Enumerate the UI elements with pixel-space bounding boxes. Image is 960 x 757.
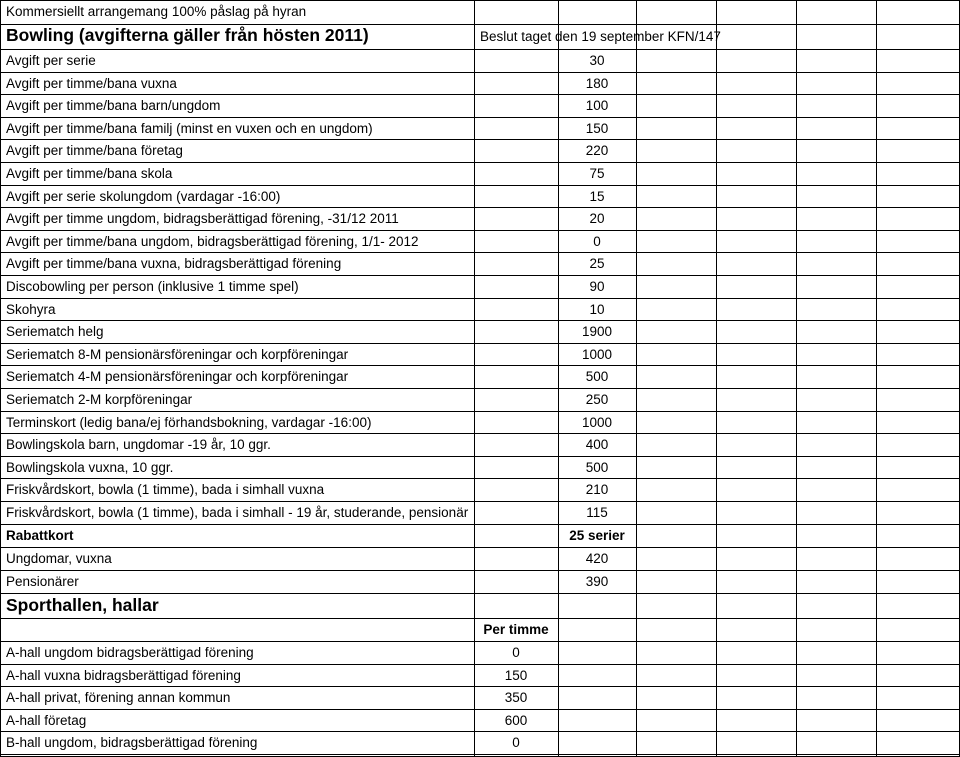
bowling-row-label: Friskvårdskort, bowla (1 timme), bada i simhall vuxna — [6, 482, 325, 498]
grid-hline — [0, 388, 960, 389]
grid-vline — [636, 0, 637, 757]
grid-hline — [0, 570, 960, 571]
bowling-row-label: Seriematch 8-M pensionärsföreningar och korpföreningar — [6, 346, 349, 362]
bowling-row-value: 10 — [589, 301, 605, 317]
rabatt-row-value: 420 — [585, 551, 609, 566]
rabattkort-column-header: 25 serier — [569, 528, 625, 543]
bowling-row-value: 250 — [585, 392, 609, 407]
grid-hline — [0, 411, 960, 412]
bowling-row-label: Bowlingskola vuxna, 10 ggr. — [6, 459, 174, 475]
bowling-row-value: 1000 — [581, 346, 613, 362]
grid-hline — [0, 478, 960, 479]
grid-vline — [558, 0, 559, 757]
bowling-row-label: Avgift per timme/bana barn/ungdom — [6, 98, 221, 114]
bowling-row-value: 500 — [585, 459, 609, 475]
sporthallen-row-value: 0 — [512, 735, 520, 751]
bowling-row-label: Avgift per timme/bana familj (minst en vuxen och en ungdom) — [6, 120, 373, 136]
bowling-row-label: Avgift per timme ungdom, bidragsberättigad förening, -31/12 2011 — [6, 211, 399, 227]
grid-hline — [0, 24, 960, 25]
grid-hline — [0, 365, 960, 366]
grid-hline — [0, 117, 960, 118]
bowling-row-label: Discobowling per person (inklusive 1 timme spel) — [6, 279, 299, 294]
bowling-row-value: 100 — [585, 98, 609, 114]
bowling-row-label: Avgift per timme/bana vuxna — [6, 75, 177, 91]
bowling-row-label: Seriematch helg — [6, 324, 104, 340]
grid-hline — [0, 456, 960, 457]
grid-hline — [0, 664, 960, 665]
grid-hline — [0, 709, 960, 710]
grid-hline — [0, 686, 960, 687]
rabatt-row-label: Pensionärer — [6, 573, 79, 589]
bowling-row-label: Avgift per serie skolungdom (vardagar -16:00) — [6, 188, 281, 204]
sporthallen-row-label: A-hall företag — [6, 712, 87, 728]
bowling-row-value: 30 — [589, 53, 605, 68]
bowling-row-label: Terminskort (ledig bana/ej förhandsbokning, vardagar -16:00) — [6, 414, 372, 430]
bowling-row-value: 1900 — [581, 324, 613, 340]
sporthallen-row-label: A-hall ungdom bidragsberättigad förening — [6, 645, 254, 660]
grid-hline — [0, 641, 960, 642]
bowling-row-label: Skohyra — [6, 301, 56, 317]
bowling-row-value: 150 — [585, 120, 609, 136]
grid-hline — [0, 754, 960, 755]
grid-hline — [0, 185, 960, 186]
grid-hline — [0, 162, 960, 163]
grid-hline — [0, 433, 960, 434]
grid-hline — [0, 230, 960, 231]
sporthallen-section-title: Sporthallen, hallar — [6, 595, 159, 615]
grid-hline — [0, 252, 960, 253]
sporthallen-row-value: 600 — [504, 712, 528, 728]
sporthallen-row-value: 150 — [504, 667, 528, 683]
sporthallen-row-label: A-hall vuxna bidragsberättigad förening — [6, 667, 241, 683]
sporthallen-row-label: B-hall ungdom, bidragsberättigad förening — [6, 735, 258, 751]
bowling-row-value: 1000 — [581, 414, 613, 430]
bowling-row-label: Seriematch 4-M pensionärsföreningar och korpföreningar — [6, 369, 349, 385]
per-timme-column-header: Per timme — [483, 622, 549, 637]
bowling-row-value: 25 — [589, 256, 605, 272]
rabattkort-heading: Rabattkort — [6, 528, 74, 543]
bowling-row-value: 400 — [585, 437, 609, 453]
bowling-row-value: 180 — [585, 75, 609, 91]
grid-hline — [0, 343, 960, 344]
bowling-row-value: 75 — [589, 166, 605, 181]
grid-hline — [0, 49, 960, 50]
decision-note: Beslut taget den 19 september KFN/147 — [480, 29, 721, 44]
grid-hline — [0, 547, 960, 548]
bowling-row-value: 210 — [585, 482, 609, 498]
rabatt-row-value: 390 — [585, 573, 609, 589]
grid-hline — [0, 298, 960, 299]
bowling-row-label: Friskvårdskort, bowla (1 timme), bada i simhall - 19 år, studerande, pensionär — [6, 505, 469, 520]
sporthallen-row-value: 350 — [504, 690, 528, 706]
bowling-row-value: 500 — [585, 369, 609, 385]
bowling-row-label: Bowlingskola barn, ungdomar -19 år, 10 ggr. — [6, 437, 271, 453]
grid-vline — [474, 0, 475, 757]
grid-hline — [0, 320, 960, 321]
bowling-row-value: 15 — [589, 188, 605, 204]
rabatt-row-label: Ungdomar, vuxna — [6, 551, 112, 566]
grid-hline — [0, 524, 960, 525]
grid-hline — [0, 593, 960, 594]
bowling-row-label: Seriematch 2-M korpföreningar — [6, 392, 193, 407]
grid-hline — [0, 618, 960, 619]
sporthallen-row-value: 0 — [512, 645, 520, 660]
bowling-row-label: Avgift per timme/bana vuxna, bidragsberättigad förening — [6, 256, 342, 272]
grid-hline — [0, 501, 960, 502]
grid-hline — [0, 72, 960, 73]
bowling-row-value: 115 — [586, 505, 608, 520]
bowling-row-label: Avgift per timme/bana ungdom, bidragsberättigad förening, 1/1- 2012 — [6, 233, 419, 249]
commercial-note: Kommersiellt arrangemang 100% påslag på hyran — [6, 4, 307, 19]
grid-vline — [0, 0, 1, 757]
bowling-row-label: Avgift per timme/bana företag — [6, 143, 183, 159]
grid-vline — [796, 0, 797, 757]
grid-vline — [716, 0, 717, 757]
grid-hline — [0, 94, 960, 95]
grid-hline — [0, 731, 960, 732]
bowling-row-value: 20 — [589, 211, 605, 227]
bowling-section-title: Bowling (avgifterna gäller från hösten 2011) — [6, 25, 369, 45]
grid-vline — [876, 0, 877, 757]
bowling-row-value: 90 — [589, 279, 605, 294]
grid-hline — [0, 139, 960, 140]
grid-hline — [0, 0, 960, 1]
grid-hline — [0, 275, 960, 276]
bowling-row-label: Avgift per serie — [6, 53, 96, 68]
sporthallen-row-label: A-hall privat, förening annan kommun — [6, 690, 231, 706]
bowling-row-value: 0 — [593, 233, 601, 249]
bowling-row-value: 220 — [585, 143, 609, 159]
grid-hline — [0, 207, 960, 208]
bowling-row-label: Avgift per timme/bana skola — [6, 166, 173, 181]
